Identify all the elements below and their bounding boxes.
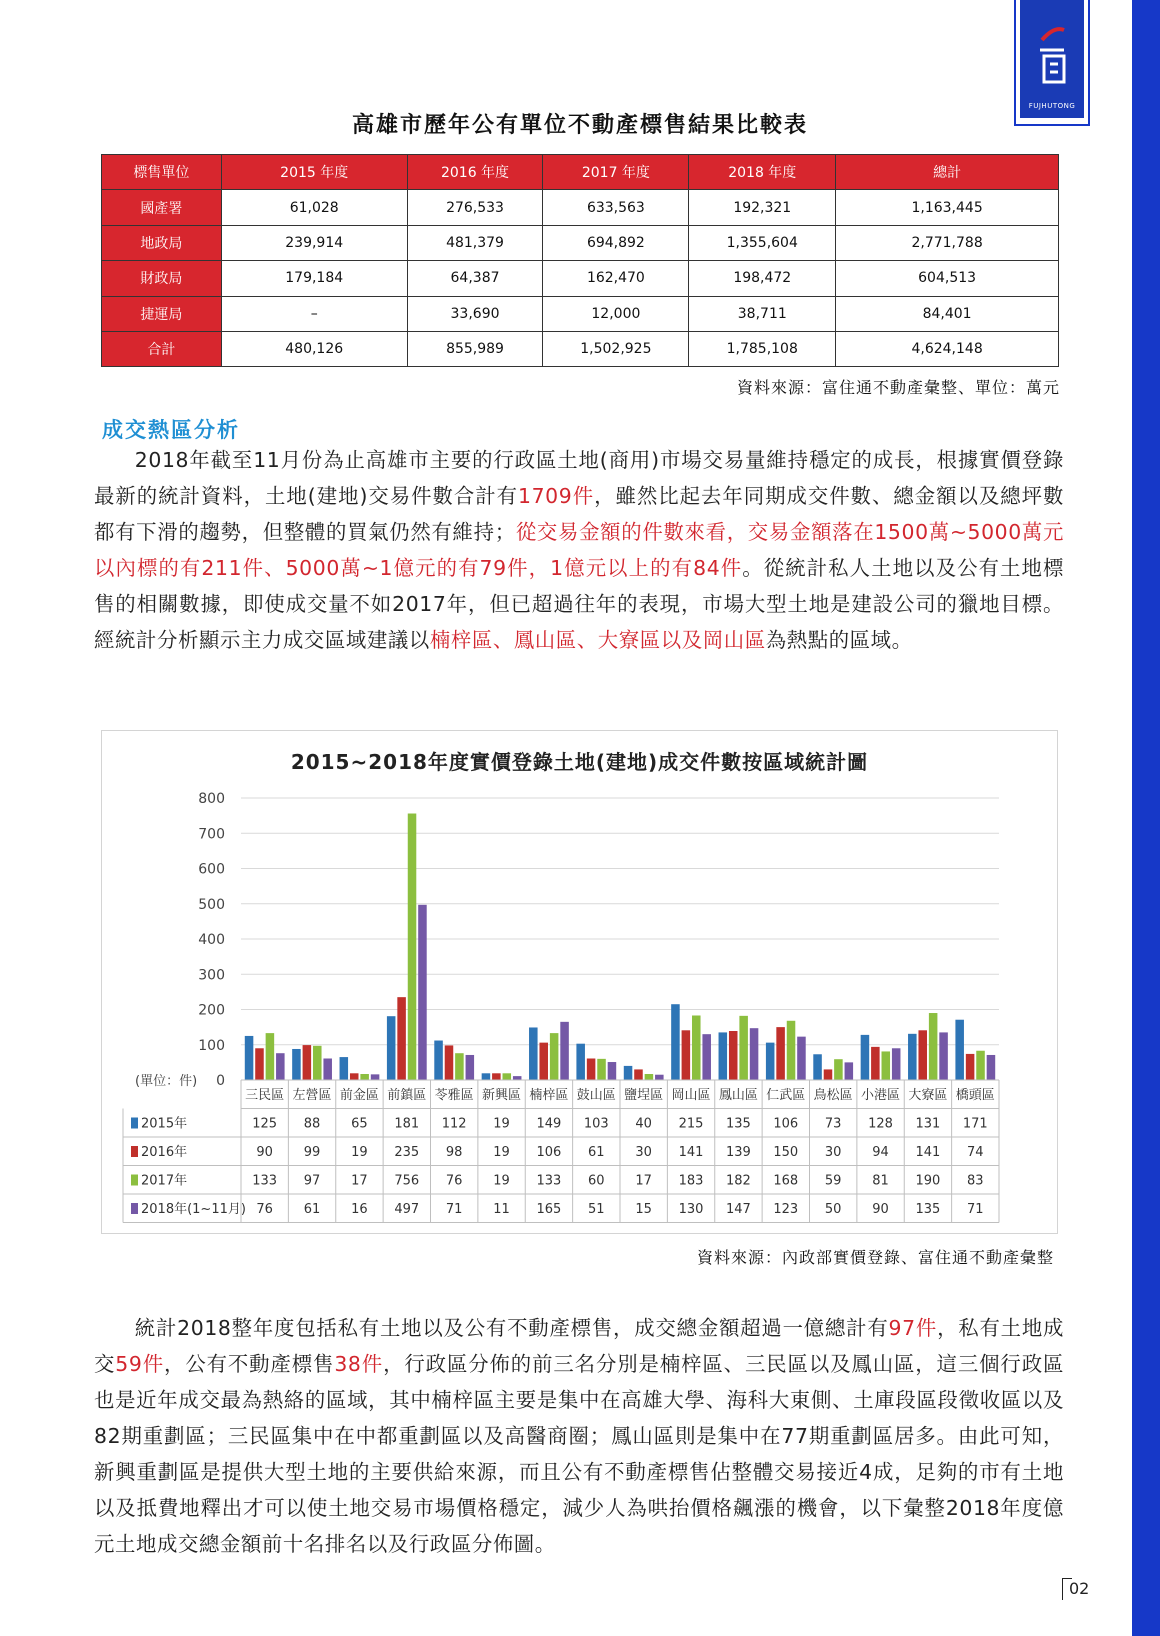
bar-橋頭區-2015年 [955,1020,964,1080]
header-cell: 2018 年度 [689,155,836,190]
data-label: 150 [773,1145,799,1160]
text-run: 為熱點的區域。 [765,628,913,652]
x-tick-label: 鼓山區 [576,1088,616,1103]
data-label: 83 [967,1173,984,1189]
data-label: 61 [303,1202,321,1217]
data-label: 90 [256,1145,273,1160]
table-cell: 276,533 [407,190,543,225]
data-label: 50 [824,1202,842,1217]
table-cell: 694,892 [543,225,689,260]
x-tick-label: 大寮區 [908,1088,948,1103]
data-label: 123 [773,1202,799,1217]
data-label: 17 [351,1173,368,1189]
legend-label: 2016年 [141,1145,188,1160]
x-tick-label: 鹽埕區 [624,1088,664,1103]
bar-小港區-2015年 [861,1035,870,1080]
bar-仁武區-2018年(1~11月) [797,1037,806,1080]
bar-新興區-2016年 [492,1073,501,1080]
unit-label: (單位：件) [135,1074,198,1089]
table-cell: 64,387 [407,261,543,296]
y-tick-label: 400 [198,932,225,948]
text-run: ，私有土地成交 [94,1316,1064,1376]
x-tick-label: 新興區 [482,1088,522,1103]
data-label: 181 [394,1116,420,1132]
table-cell: 1,355,604 [689,225,836,260]
text-run: ，公有不動產標售 [164,1352,335,1376]
data-label: 59 [824,1173,842,1189]
text-run: ，雖然比起去年同期成交件數、總金額以及總坪數都有下滑的趨勢，但整體的買氣仍然有維持； [94,484,1064,544]
table-cell: 239,914 [221,225,407,260]
x-tick-label: 苓雅區 [434,1088,474,1103]
bar-小港區-2018年(1~11月) [892,1048,901,1080]
x-tick-label: 三民區 [245,1088,285,1103]
table-cell: 1,502,925 [543,331,689,366]
bar-苓雅區-2016年 [445,1045,454,1080]
bar-仁武區-2015年 [766,1043,775,1080]
header-cell: 總計 [836,155,1059,190]
logo-emblem-icon [1020,0,1084,118]
table-cell: 192,321 [689,190,836,225]
table-cell: 633,563 [543,190,689,225]
data-label: 76 [256,1202,273,1217]
analysis-paragraph-2 [94,1310,1064,1562]
bar-三民區-2017年 [266,1033,275,1080]
table-cell: 84,401 [836,296,1059,331]
highlight-text: 從交易金額的件數來看，交易金額落在1500萬~5000萬元以內標的有211件、5000萬~1億元的有79件，1億元以上的有84件 [94,520,1064,580]
table-cell: 855,989 [407,331,543,366]
header-cell: 2017 年度 [543,155,689,190]
bar-左營區-2015年 [292,1049,301,1080]
data-label: 19 [493,1145,510,1160]
bar-大寮區-2018年(1~11月) [939,1032,948,1080]
highlight-text: 1709件 [518,484,595,508]
data-label: 19 [351,1145,368,1160]
data-label: 215 [678,1116,704,1132]
bar-前鎮區-2017年 [408,814,417,1080]
data-label: 135 [726,1116,751,1132]
data-label: 73 [824,1116,842,1132]
sales-comparison-table [101,154,1059,367]
chart-source-note: 資料來源：內政部實價登錄、富住通不動產彙整 [696,1248,1054,1267]
y-tick-label: 700 [198,826,225,843]
legend-label: 2017年 [141,1173,188,1189]
bar-鼓山區-2016年 [587,1058,596,1080]
legend-swatch [131,1146,138,1157]
data-label: 103 [583,1116,609,1132]
bar-三民區-2015年 [245,1036,254,1080]
bar-前金區-2015年 [340,1057,349,1080]
table-cell: 179,184 [221,261,407,296]
logo-mark [1020,0,1084,118]
table-row [102,296,1059,331]
bar-左營區-2018年(1~11月) [323,1058,332,1080]
bar-楠梓區-2015年 [529,1027,538,1080]
data-label: 30 [824,1145,842,1160]
legend-swatch [131,1175,138,1186]
bar-鳳山區-2015年 [719,1032,728,1080]
bar-岡山區-2018年(1~11月) [702,1034,711,1080]
bar-橋頭區-2018年(1~11月) [987,1055,996,1080]
bar-三民區-2016年 [255,1048,264,1080]
data-label: 497 [394,1202,420,1217]
bar-鹽埕區-2018年(1~11月) [655,1075,664,1080]
y-tick-label: 0 [216,1073,225,1089]
bar-大寮區-2016年 [918,1030,927,1080]
highlight-text: 59件 [115,1352,165,1376]
row-header-cell: 地政局 [102,225,222,260]
data-label: 30 [635,1145,652,1160]
legend-swatch [131,1203,138,1214]
x-tick-label: 橋頭區 [955,1088,995,1103]
data-label: 16 [351,1202,368,1217]
bar-鹽埕區-2017年 [645,1074,654,1080]
bar-仁武區-2017年 [787,1021,796,1080]
bar-小港區-2016年 [871,1047,880,1080]
row-header-cell: 財政局 [102,261,222,296]
data-label: 128 [868,1116,893,1132]
data-label: 76 [445,1173,463,1189]
page-number: 02 [1062,1578,1089,1600]
x-tick-label: 楠梓區 [529,1088,569,1103]
data-label: 131 [915,1116,941,1132]
bar-三民區-2018年(1~11月) [276,1053,285,1080]
row-header-cell: 國產署 [102,190,222,225]
x-tick-label: 前金區 [339,1088,379,1103]
bar-鳥松區-2016年 [824,1069,833,1080]
data-label: 74 [967,1145,984,1160]
bar-前鎮區-2016年 [397,997,406,1080]
row-header-cell: 捷運局 [102,296,222,331]
x-tick-label: 左營區 [292,1088,332,1103]
data-label: 182 [726,1173,751,1189]
data-label: 40 [635,1116,652,1132]
data-label: 19 [493,1116,510,1132]
table-cell: 198,472 [689,261,836,296]
bar-新興區-2017年 [503,1073,512,1080]
x-tick-label: 仁武區 [766,1088,806,1103]
data-label: 71 [445,1202,463,1217]
table-cell: 604,513 [836,261,1059,296]
data-label: 171 [962,1116,988,1132]
data-label: 51 [588,1202,605,1217]
bar-橋頭區-2017年 [976,1051,985,1080]
y-tick-label: 100 [198,1037,225,1054]
data-label: 88 [303,1116,321,1132]
bar-岡山區-2016年 [682,1030,691,1080]
data-label: 130 [678,1202,704,1217]
bar-苓雅區-2015年 [434,1041,443,1080]
bar-鼓山區-2017年 [597,1059,606,1080]
bar-新興區-2018年(1~11月) [513,1076,522,1080]
table-cell: 38,711 [689,296,836,331]
bar-前鎮區-2015年 [387,1016,396,1080]
x-tick-label: 鳥松區 [813,1088,853,1103]
table-header-row [102,155,1059,190]
bar-前鎮區-2018年(1~11月) [418,905,427,1080]
table-cell: 2,771,788 [836,225,1059,260]
data-label: 99 [303,1145,321,1160]
data-label: 90 [872,1202,889,1217]
header-cell: 2015 年度 [221,155,407,190]
table-cell: 1,163,445 [836,190,1059,225]
data-label: 11 [493,1202,510,1217]
table-cell: 4,624,148 [836,331,1059,366]
data-label: 17 [635,1173,652,1189]
bar-楠梓區-2016年 [539,1043,548,1080]
bar-鳳山區-2017年 [739,1016,748,1080]
data-label: 106 [773,1116,799,1132]
data-label: 133 [536,1173,562,1189]
bar-大寮區-2017年 [929,1013,938,1080]
bar-鹽埕區-2015年 [624,1066,633,1080]
table-cell: 481,379 [407,225,543,260]
table-cell: 33,690 [407,296,543,331]
bar-前金區-2018年(1~11月) [371,1074,380,1080]
y-tick-label: 600 [198,861,225,878]
table-cell: 1,785,108 [689,331,836,366]
data-label: 141 [678,1145,704,1160]
data-label: 15 [635,1202,652,1217]
data-label: 94 [872,1145,889,1160]
highlight-text: 97件 [888,1316,938,1340]
table-source-note: 資料來源：富住通不動產彙整、單位：萬元 [736,378,1060,397]
bar-鹽埕區-2016年 [634,1069,643,1080]
bar-岡山區-2017年 [692,1015,701,1080]
data-label: 756 [394,1173,420,1189]
bar-前金區-2017年 [360,1074,369,1080]
table-cell: 61,028 [221,190,407,225]
table-row [102,331,1059,366]
logo-text: FUJHUTONG [1028,102,1076,110]
bar-鳥松區-2015年 [813,1054,822,1080]
table-cell: 12,000 [543,296,689,331]
y-tick-label: 800 [198,791,225,807]
table-row [102,190,1059,225]
x-tick-label: 小港區 [861,1088,901,1103]
data-label: 97 [303,1173,321,1189]
data-label: 125 [252,1116,278,1132]
bar-仁武區-2016年 [776,1027,785,1080]
data-label: 141 [915,1145,941,1160]
data-label: 190 [915,1173,941,1189]
header-cell: 2016 年度 [407,155,543,190]
data-label: 165 [536,1202,562,1217]
bar-楠梓區-2018年(1~11月) [560,1022,569,1080]
table-cell: 162,470 [543,261,689,296]
data-label: 98 [445,1145,463,1160]
bar-鼓山區-2015年 [576,1044,585,1080]
text-run: 。從統計私人土地以及公有土地標售的相關數據，即使成交量不如2017年，但已超過往年的表現，市場大型土地是建設公司的獵地目標。經統計分析顯示主力成交區域建議以 [94,556,1065,652]
data-label: 135 [915,1202,941,1217]
text-run: 統計2018整年度包括私有土地以及公有不動產標售，成交總金額超過一億總計有 [134,1316,889,1340]
y-tick-label: 500 [198,896,225,913]
bar-前金區-2016年 [350,1073,359,1080]
bar-新興區-2015年 [482,1073,491,1080]
table-cell: 480,126 [221,331,407,366]
bar-岡山區-2015年 [671,1004,680,1080]
data-label: 183 [678,1173,704,1189]
data-label: 112 [441,1116,467,1132]
data-label: 149 [536,1116,562,1132]
x-tick-label: 岡山區 [671,1088,711,1103]
bar-楠梓區-2017年 [550,1033,559,1080]
table-row [102,225,1059,260]
data-label: 60 [588,1173,605,1189]
data-label: 106 [536,1145,562,1160]
bar-左營區-2017年 [313,1046,322,1080]
legend-swatch [131,1118,138,1129]
bar-鼓山區-2018年(1~11月) [608,1062,617,1080]
data-label: 81 [872,1173,889,1189]
highlight-text: 楠梓區、鳳山區、大寮區以及岡山區 [429,628,766,652]
text-run: ，行政區分佈的前三名分別是楠梓區、三民區以及鳳山區，這三個行政區也是近年成交最為熱絡的區域，其中楠梓區主要是集中在高雄大學、海科大東側、土庫段區段徵收區以及82期重劃區；三民區集中在中都重劃區以及高醫商圈；鳳山區則是集中在77期重劃區居多。由此可知，新興重劃區是提供大型土地的主要供給來源，而且公有不動產標售佔整體交易接近4成，足夠的市有土地以及抵費地釋出才可以使土地交易市場價格穩定，減少人為哄抬價格飆漲的機會，以下彙整2018年度億元土地成交總金額前十名排名以及行政區分佈圖。 [94,1352,1064,1556]
y-tick-label: 300 [198,967,225,984]
data-label: 65 [351,1116,368,1132]
table-cell: – [221,296,407,331]
bar-大寮區-2015年 [908,1034,917,1080]
text-run: 2018年截至11月份為止高雄市主要的行政區土地(商用)市場交易量維持穩定的成長，根據實價登錄最新的統計資料，土地(建地)交易件數合計有 [94,448,1064,508]
data-label: 235 [394,1145,420,1160]
data-label: 71 [967,1202,984,1217]
analysis-paragraph-1 [94,442,1064,658]
x-tick-label: 鳳山區 [718,1088,758,1103]
bar-苓雅區-2017年 [455,1053,464,1080]
bar-小港區-2017年 [882,1051,891,1080]
bar-鳳山區-2016年 [729,1031,738,1080]
chart-title: 2015~2018年度實價登錄土地(建地)成交件數按區域統計圖 [290,750,869,774]
district-transactions-bar-chart [101,730,1058,1234]
data-label: 133 [252,1173,278,1189]
highlight-text: 38件 [334,1352,384,1376]
table-title: 高雄市歷年公有單位不動產標售結果比較表 [351,113,808,138]
bar-左營區-2016年 [303,1045,312,1080]
table-row [102,261,1059,296]
right-edge-band [1132,0,1160,1636]
y-tick-label: 200 [198,1002,225,1019]
bar-鳥松區-2018年(1~11月) [845,1062,854,1080]
bar-鳥松區-2017年 [834,1059,843,1080]
row-header-cell: 合計 [102,331,222,366]
data-label: 168 [773,1173,799,1189]
header-cell: 標售單位 [102,155,222,190]
data-label: 19 [493,1173,510,1189]
data-label: 147 [726,1202,751,1217]
x-tick-label: 前鎮區 [387,1088,427,1103]
bar-苓雅區-2018年(1~11月) [466,1055,475,1080]
data-label: 61 [588,1145,605,1160]
legend-label: 2018年(1~11月) [141,1202,246,1217]
bar-鳳山區-2018年(1~11月) [750,1028,759,1080]
data-label: 139 [726,1145,751,1160]
section-title: 成交熱區分析 [102,418,240,442]
legend-label: 2015年 [141,1116,188,1132]
bar-橋頭區-2016年 [966,1054,975,1080]
